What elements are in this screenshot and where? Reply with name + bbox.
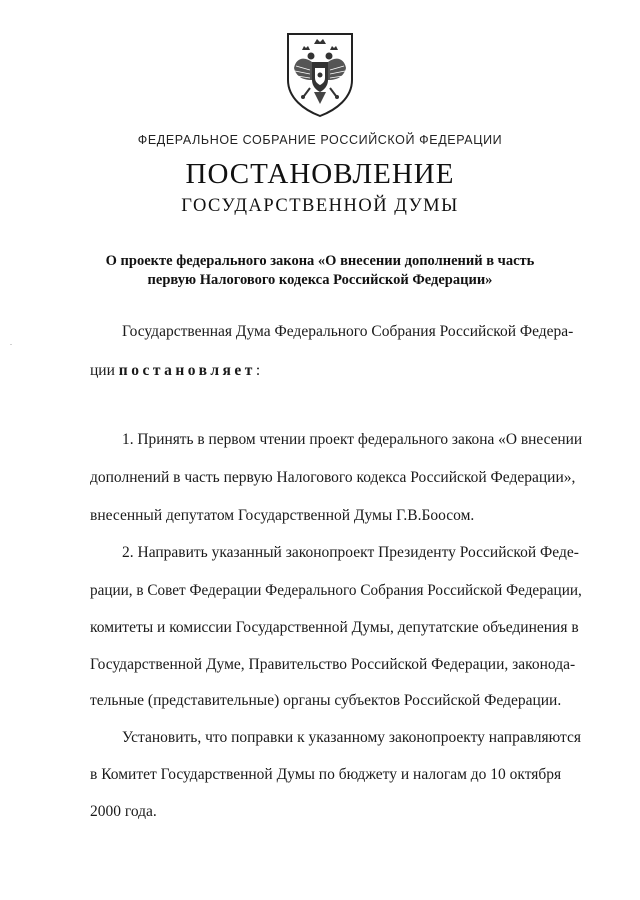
item2-line-1: 2. Направить указанный законопроект Президенту Российской Феде- xyxy=(122,544,579,561)
item3-line-1: Установить, что поправки к указанному законопроекту направляются xyxy=(122,729,582,746)
item2-line-5: тельные (представительные) органы субъектов Российской Федерации. xyxy=(90,692,562,709)
preamble-suffix: : xyxy=(255,362,261,379)
margin-mark: . xyxy=(10,338,12,347)
item3-line-3: 2000 года. xyxy=(90,803,157,820)
parliament-name: ФЕДЕРАЛЬНОЕ СОБРАНИЕ РОССИЙСКОЙ ФЕДЕРАЦИИ xyxy=(137,133,503,147)
item2-line-2: рации, в Совет Федерации Федерального Собрания Российской Федерации, xyxy=(90,582,582,599)
item1-line-2: дополнений в часть первую Налогового кодекса Российской Федерации», xyxy=(90,469,576,486)
item1-line-3: внесенный депутатом Государственной Думы Г.В.Боосом. xyxy=(90,507,475,524)
subject-line-2: первую Налогового кодекса Российской Федерации» xyxy=(147,272,493,288)
document-type-title: ПОСТАНОВЛЕНИЕ xyxy=(185,158,455,190)
item3-line-2: в Комитет Государственной Думы по бюджету и налогам до 10 октября xyxy=(90,766,562,783)
document-subject xyxy=(90,252,550,290)
document-issuer: ГОСУДАРСТВЕННОЙ ДУМЫ xyxy=(181,196,459,216)
preamble-decree-word: постановляет xyxy=(118,362,256,379)
item1-line-1: 1. Принять в первом чтении проект федерального закона «О внесении xyxy=(122,431,583,448)
item2-line-4: Государственной Думе, Правительство Российской Федерации, законода- xyxy=(90,656,576,673)
preamble-line-1: Государственная Дума Федерального Собрания Российской Федера- xyxy=(122,323,574,340)
preamble-prefix: ции xyxy=(90,362,119,379)
preamble-line-2 xyxy=(90,361,260,381)
item2-line-3: комитеты и комиссии Государственной Думы, депутатские объединения в xyxy=(90,619,579,636)
subject-line-1: О проекте федерального закона «О внесении дополнений в часть xyxy=(105,253,535,269)
coat-of-arms-icon xyxy=(282,30,358,118)
